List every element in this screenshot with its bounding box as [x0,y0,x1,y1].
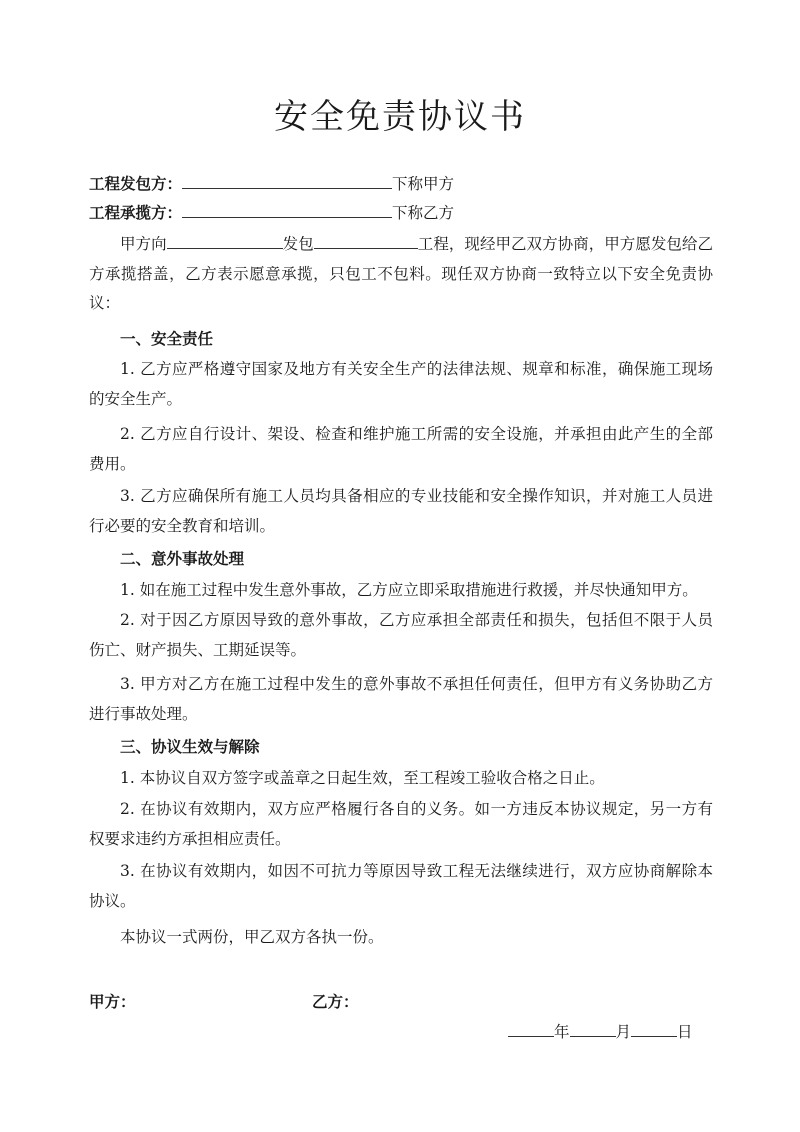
date-line [508,1018,693,1046]
section-heading-safety: 一、安全责任 [120,329,214,348]
day-label: 日 [677,1023,693,1041]
intro-part2: 发包 [282,235,314,253]
section-heading-validity: 三、协议生效与解除 [120,737,260,756]
party-a-signature: 甲方： [89,992,136,1011]
closing-paragraph: 本协议一式两份，甲乙双方各执一份。 [120,928,384,946]
intro-part3: 工程，现经甲乙双方协商，甲方愿发包给乙方承揽搭盖，乙方表示愿意承揽，只包工不包料。现任双方协商一致特立以下安全免责协议： [89,235,713,312]
intro-blank-1 [167,230,283,249]
year-blank [508,1018,554,1037]
undertaker-blank [182,199,392,218]
contractor-blank [182,170,392,189]
safety-item-1: 1. 乙方应严格遵守国家及地方有关安全生产的法律法规、规章和标准，确保施工现场的安全生产。 [89,360,713,408]
section-heading-accident: 二、意外事故处理 [120,549,245,568]
undertaker-line [89,199,454,227]
accident-item-2: 2. 对于因乙方原因导致的意外事故，乙方应承担全部责任和损失，包括但不限于人员伤亡、财产损失、工期延误等。 [89,611,713,659]
validity-item-1: 1. 本协议自双方签字或盖章之日起生效，至工程竣工验收合格之日止。 [120,769,605,787]
safety-item-3: 3. 乙方应确保所有施工人员均具备相应的专业技能和安全操作知识，并对施工人员进行必要的安全教育和培训。 [89,487,713,535]
contractor-line [89,170,454,198]
document-title: 安全免责协议书 [274,97,526,137]
day-blank [631,1018,677,1037]
year-label: 年 [554,1023,570,1041]
contractor-suffix: 下称甲方 [392,175,455,193]
month-blank [570,1018,616,1037]
month-label: 月 [615,1023,632,1041]
undertaker-label: 工程承揽方： [89,203,183,222]
validity-item-2: 2. 在协议有效期内，双方应严格履行各自的义务。如一方违反本协议规定，另一方有权要求违约方承担相应责任。 [89,800,713,848]
intro-paragraph [89,230,713,319]
intro-part1: 甲方向 [120,235,167,253]
validity-item-3: 3. 在协议有效期内，如因不可抗力等原因导致工程无法继续进行，双方应协商解除本协议。 [89,862,713,910]
party-b-signature: 乙方： [312,992,359,1011]
accident-item-1: 1. 如在施工过程中发生意外事故，乙方应立即采取措施进行救援，并尽快通知甲方。 [120,581,698,599]
contractor-label: 工程发包方： [89,174,183,193]
accident-item-3: 3. 甲方对乙方在施工过程中发生的意外事故不承担任何责任，但甲方有义务协助乙方进行事故处理。 [89,675,713,723]
safety-item-2: 2. 乙方应自行设计、架设、检查和维护施工所需的安全设施，并承担由此产生的全部费用。 [89,425,713,473]
undertaker-suffix: 下称乙方 [392,204,455,222]
intro-blank-2 [314,230,418,249]
